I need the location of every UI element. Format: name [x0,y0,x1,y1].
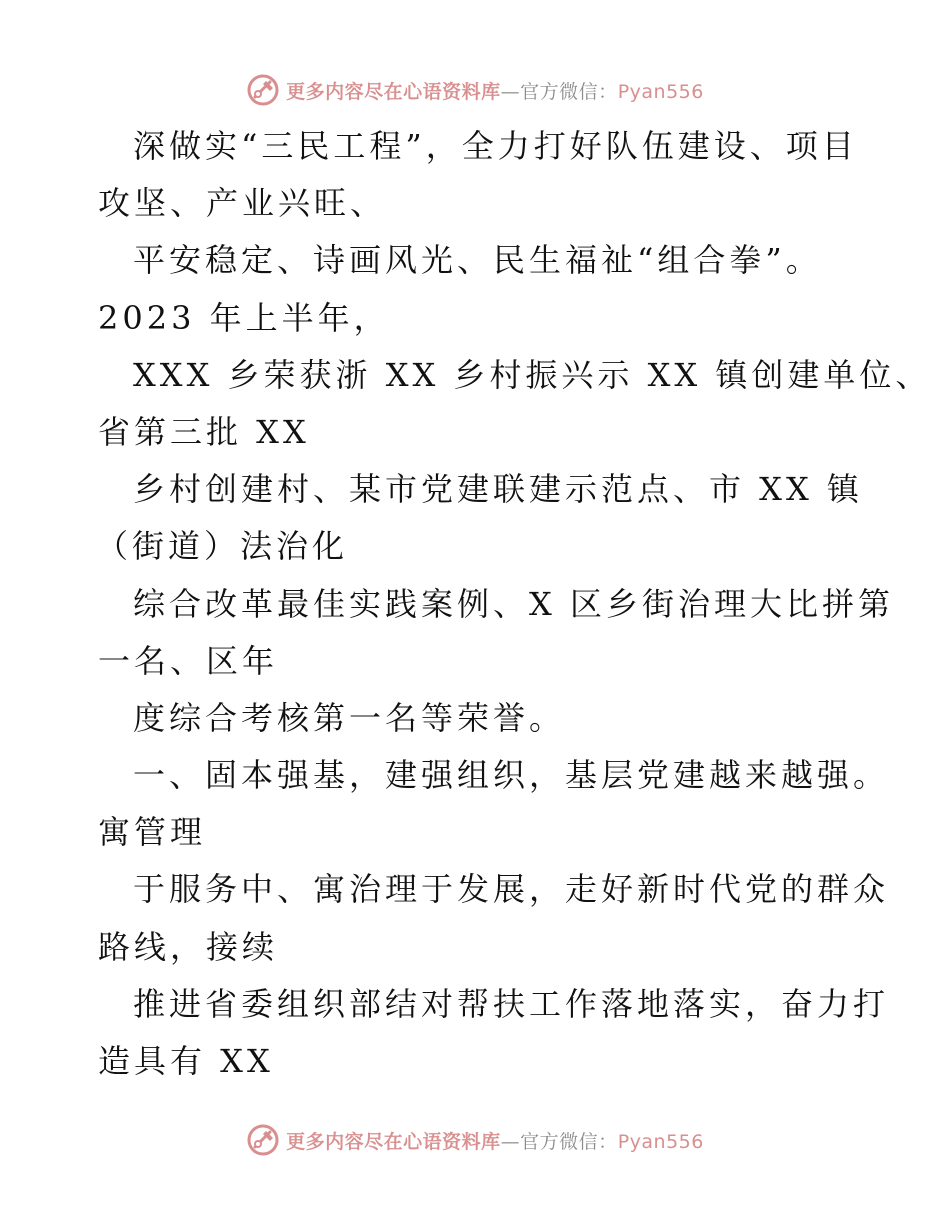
text-line: 综合改革最佳实践案例、X 区乡街治理大比拼第 [133,584,894,623]
seal-logo-icon [246,1123,280,1157]
text-line: XXX 乡荣获浙 XX 乡村振兴示 XX 镇创建单位、 [133,355,932,394]
text-line: 乡村创建村、某市党建联建示范点、市 XX 镇 [133,470,863,509]
text-line: 深做实“三民工程”，全力打好队伍建设、项目 [133,127,858,165]
text-line: 攻坚、产业兴旺、 [98,184,387,223]
text-line: 2023 年上半年， [98,298,390,337]
watermark-text: 更多内容尽在心语资料库—官方微信：Pyan556 [286,80,704,103]
text-line: 度综合考核第一名等荣誉。 [133,698,566,737]
text-line: 造具有 XX [98,1042,274,1080]
header-watermark [0,70,950,110]
text-line: 平安稳定、诗画风光、民生福祉“组合拳”。 [133,241,822,280]
document-body [0,118,950,1090]
text-line: 寓管理 [98,813,207,852]
watermark-text: 更多内容尽在心语资料库—官方微信：Pyan556 [286,1130,704,1153]
text-line: 省第三批 XX [98,412,310,451]
text-line: 推进省委组织部结对帮扶工作落地落实，奋力打 [133,984,890,1023]
text-line: 于服务中、寓治理于发展，走好新时代党的群众 [133,870,890,909]
text-line: 一名、区年 [98,641,279,680]
text-line: （街道）法治化 [96,527,349,566]
seal-logo-icon [246,73,280,107]
text-line: 路线，接续 [98,927,279,966]
footer-watermark [0,1120,950,1160]
text-line: 一、固本强基，建强组织，基层党建越来越强。 [133,756,890,795]
